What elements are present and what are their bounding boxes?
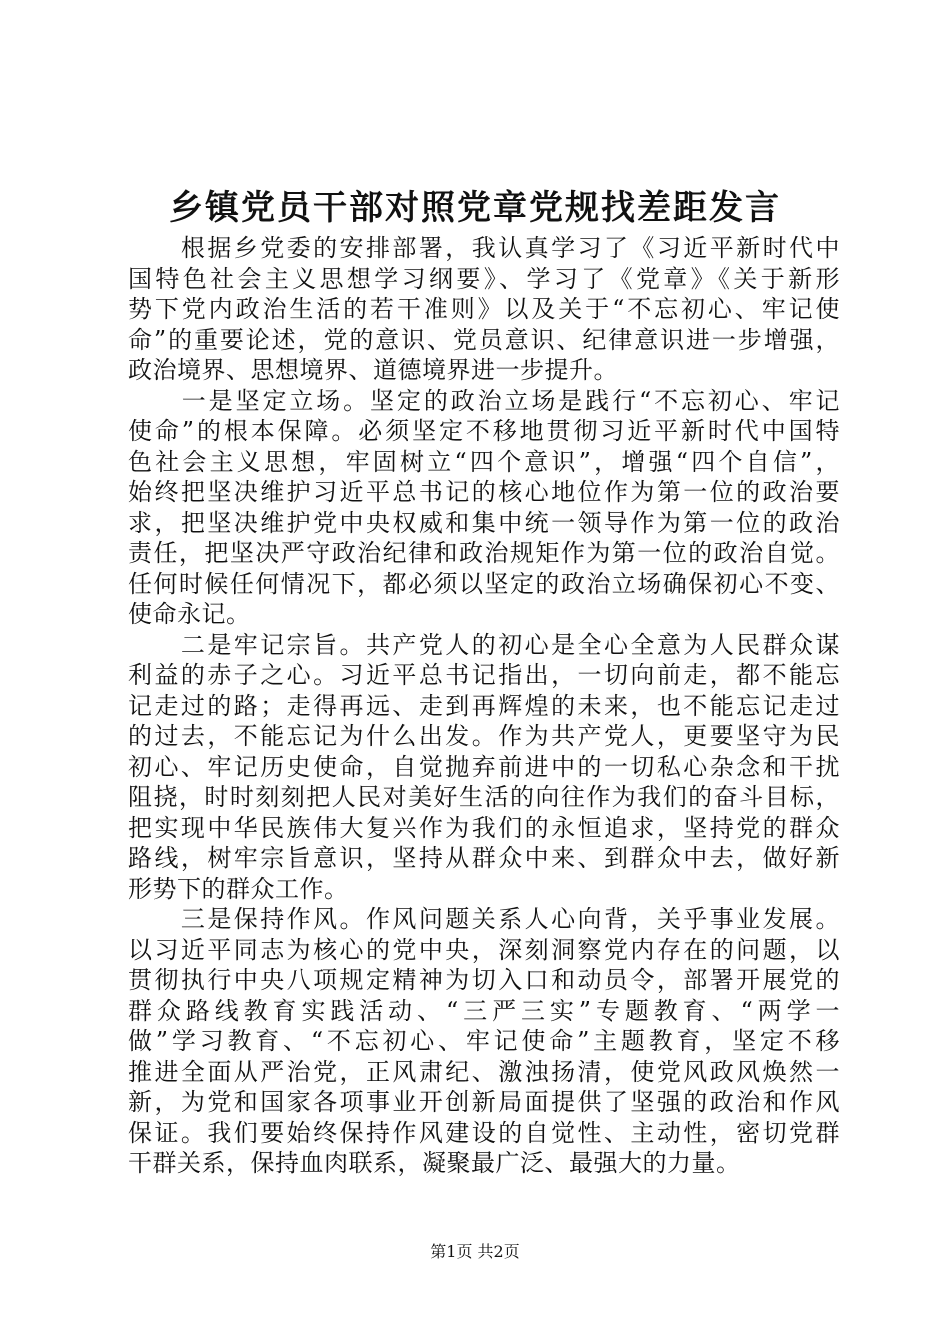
body-text-line: 形势下的群众工作。 — [128, 874, 349, 903]
body-text-line: 推进全面从严治党，正风肃纪、激浊扬清，使党风政风焕然一 — [128, 1057, 840, 1086]
body-text-line: 三是保持作风。作风问题关系人心向背，关乎事业发展。 — [128, 905, 840, 933]
body-text-line: 初心、牢记历史使命，自觉抛弃前进中的一切私心杂念和干扰 — [128, 752, 840, 781]
body-text-line: 始终把坚决维护习近平总书记的核心地位作为第一位的政治要 — [128, 478, 840, 506]
body-text-line: 求，把坚决维护党中央权威和集中统一领导作为第一位的政治 — [128, 508, 840, 537]
body-text-line: 责任，把坚决严守政治纪律和政治规矩作为第一位的政治自觉。 — [128, 539, 840, 567]
body-text-line: 利益的赤子之心。习近平总书记指出，一切向前走，都不能忘 — [128, 661, 840, 689]
body-text-line: 国特色社会主义思想学习纲要》、学习了《党章》《关于新形 — [128, 264, 840, 293]
document-body — [128, 233, 840, 1179]
body-text-line: 保证。我们要始终保持作风建设的自觉性、主动性，密切党群 — [128, 1118, 840, 1147]
body-text-line: 干群关系，保持血肉联系，凝聚最广泛、最强大的力量。 — [128, 1149, 741, 1177]
body-text-line: 色社会主义思想，牢固树立“四个意识”，增强“四个自信”， — [128, 447, 840, 476]
body-text-line: 做”学习教育、“不忘初心、牢记使命”主题教育，坚定不移 — [128, 1027, 840, 1055]
body-text-line: 新，为党和国家各项事业开创新局面提供了坚强的政治和作风 — [128, 1088, 840, 1116]
document-title: 乡镇党员干部对照党章党规找差距发言 — [169, 188, 781, 228]
page-footer: 第1页 共2页 — [430, 1242, 520, 1261]
body-text-line: 政治境界、思想境界、道德境界进一步提升。 — [128, 356, 618, 384]
body-text-line: 二是牢记宗旨。共产党人的初心是全心全意为人民群众谋 — [128, 630, 840, 659]
body-text-line: 一是坚定立场。坚定的政治立场是践行“不忘初心、牢记 — [128, 386, 840, 415]
body-text-line: 使命”的根本保障。必须坚定不移地贯彻习近平新时代中国特 — [128, 417, 840, 445]
body-text-line: 任何时候任何情况下，都必须以坚定的政治立场确保初心不变、 — [128, 569, 840, 598]
body-text-line: 的过去，不能忘记为什么出发。作为共产党人，更要坚守为民 — [128, 722, 840, 750]
body-text-line: 贯彻执行中央八项规定精神为切入口和动员令，部署开展党的 — [128, 966, 840, 994]
body-text-line: 记走过的路；走得再远、走到再辉煌的未来，也不能忘记走过 — [128, 691, 840, 720]
body-text-line: 使命永记。 — [128, 600, 251, 628]
body-text-line: 把实现中华民族伟大复兴作为我们的永恒追求，坚持党的群众 — [128, 813, 840, 842]
body-text-line: 阻挠，时时刻刻把人民对美好生活的向往作为我们的奋斗目标， — [128, 783, 840, 811]
body-text-line: 根据乡党委的安排部署，我认真学习了《习近平新时代中 — [128, 234, 840, 262]
body-text-line: 势下党内政治生活的若干准则》以及关于“不忘初心、牢记使 — [128, 295, 840, 323]
body-text-line: 路线，树牢宗旨意识，坚持从群众中来、到群众中去，做好新 — [128, 844, 840, 872]
body-text-line: 命”的重要论述，党的意识、党员意识、纪律意识进一步增强， — [128, 325, 840, 354]
body-text-line: 以习近平同志为核心的党中央，深刻洞察党内存在的问题，以 — [128, 935, 840, 964]
body-text-line: 群众路线教育实践活动、“三严三实”专题教育、“两学一 — [128, 996, 840, 1025]
